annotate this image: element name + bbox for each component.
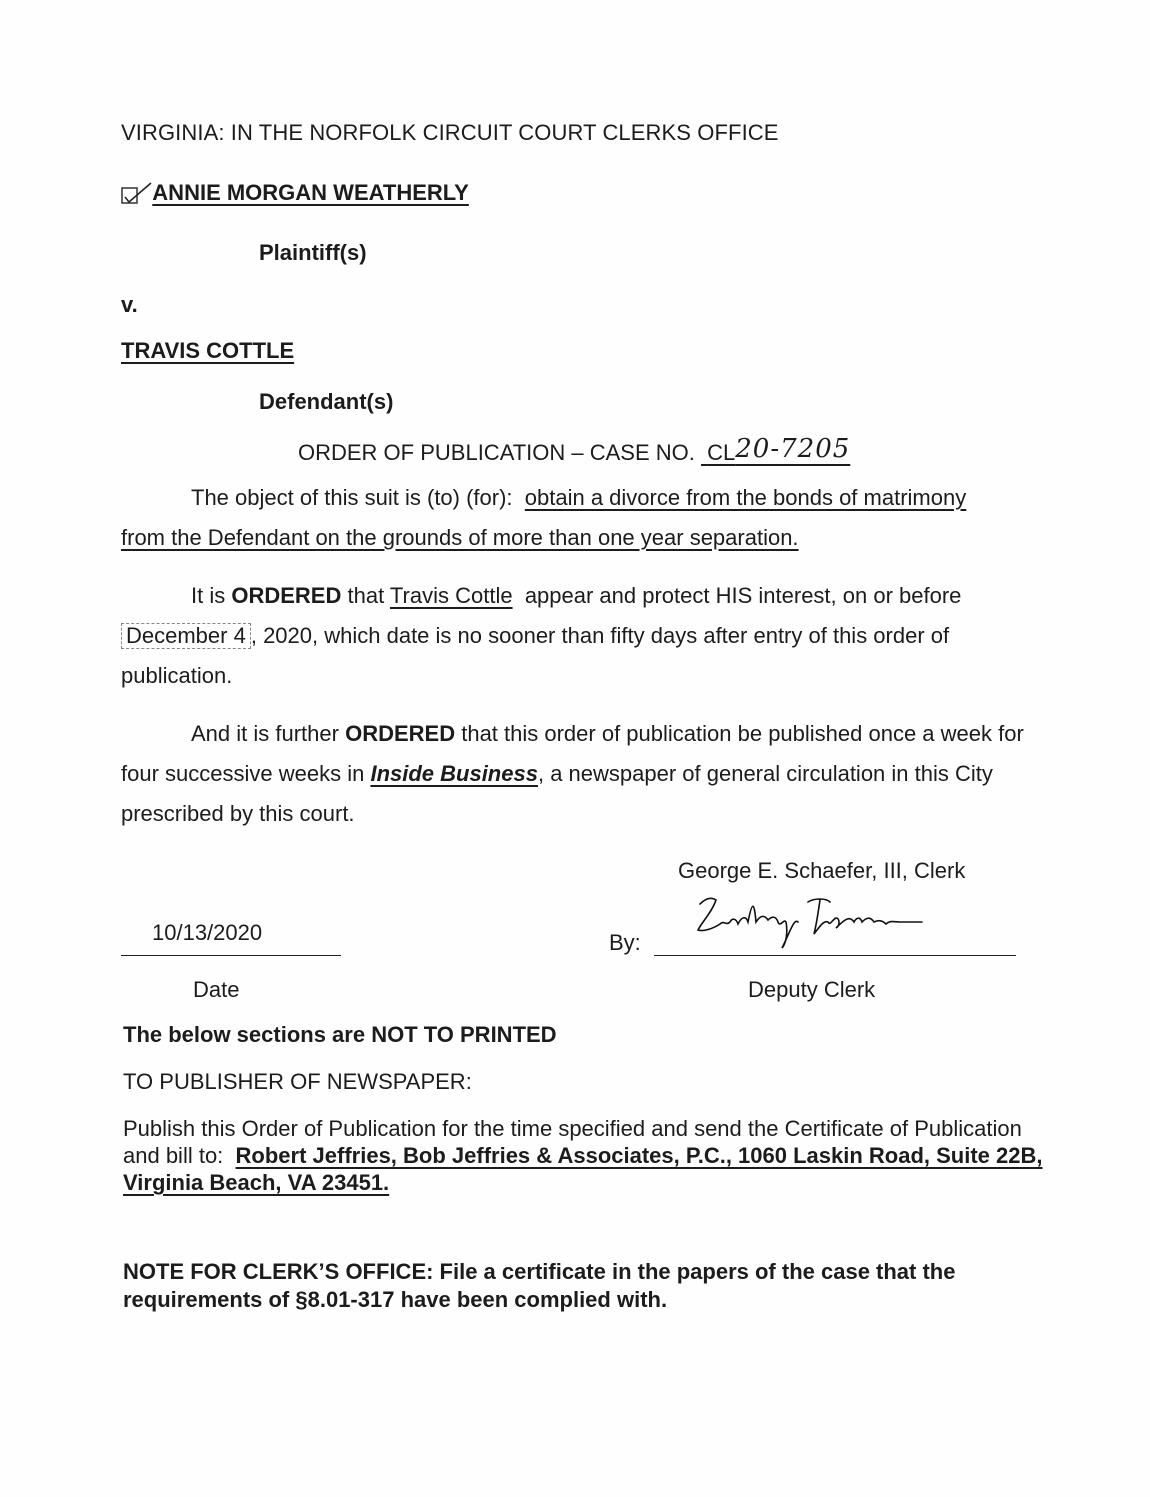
deputy-signature <box>690 892 930 957</box>
case-number <box>701 434 851 465</box>
object-text-2: from the Defendant on the grounds of more than one year separation. <box>121 525 799 550</box>
p2-d: , 2020, which date is no sooner than fifty days after entry of this order of publication. <box>121 623 950 688</box>
appearance-date-field: December 4 <box>121 623 251 649</box>
p3-ordered: ORDERED <box>345 721 456 746</box>
signature-mark <box>690 892 930 952</box>
p2-a: It is <box>191 583 226 608</box>
to-publisher-heading: TO PUBLISHER OF NEWSPAPER: <box>123 1069 472 1094</box>
publish-paragraph <box>121 714 1026 834</box>
plaintiff-name: ANNIE MORGAN WEATHERLY <box>152 180 469 205</box>
object-text-1: obtain a divorce from the bonds of matrimony <box>524 485 967 510</box>
publisher-instructions <box>123 1115 1043 1196</box>
checkbox-check-icon <box>121 181 141 203</box>
p2-ordered: ORDERED <box>231 583 342 608</box>
court-heading: VIRGINIA: IN THE NORFOLK CIRCUIT COURT CLERKS OFFICE <box>121 120 779 145</box>
order-title-text: ORDER OF PUBLICATION – CASE NO. <box>298 440 695 465</box>
defendant-name-inline: Travis Cottle <box>389 583 513 608</box>
by-label: By: <box>609 930 641 955</box>
date-line <box>121 955 341 956</box>
defendant-name: TRAVIS COTTLE <box>121 338 295 363</box>
clerk-name: George E. Schaefer, III, Clerk <box>678 858 966 883</box>
appear-paragraph <box>121 576 1026 696</box>
versus-label: v. <box>121 292 138 317</box>
case-number-handwritten: 20-7205 <box>735 434 851 464</box>
p2-b: that <box>347 583 385 608</box>
newspaper-name: Inside Business <box>370 761 538 786</box>
order-title <box>298 434 851 467</box>
clerk-office-note: NOTE FOR CLERK’S OFFICE: File a certificate in the papers of the case that the requirements of §8.01-317 have been complied with. <box>123 1259 956 1312</box>
plaintiff-label: Plaintiff(s) <box>259 240 367 265</box>
object-intro: The object of this suit is (to) (for): <box>191 485 513 510</box>
plaintiff-line <box>121 180 469 206</box>
defendant-label: Defendant(s) <box>259 389 394 414</box>
order-date: 10/13/2020 <box>152 920 263 945</box>
bill-to-address: Robert Jeffries, Bob Jeffries & Associates, P.C., 1060 Laskin Road, Suite 22B, Virginia Beach, VA 23451. <box>123 1143 1043 1195</box>
case-prefix: CL <box>707 440 736 465</box>
deputy-clerk-label: Deputy Clerk <box>748 977 876 1002</box>
object-paragraph <box>121 478 1026 558</box>
p2-c: appear and protect HIS interest, on or before <box>524 583 962 608</box>
publish-text: Publish this Order of Publication for the time specified and send the Certificate of Publication and bill to: <box>123 1116 1022 1168</box>
p3-b: that this order of publication be published once a week for four successive weeks in <box>121 721 1024 786</box>
p3-a: And it is further <box>191 721 339 746</box>
date-label: Date <box>193 977 240 1002</box>
p3-c: , a newspaper of general circulation in this City prescribed by this court. <box>121 761 993 826</box>
not-printed-notice: The below sections are NOT TO PRINTED <box>123 1022 557 1047</box>
